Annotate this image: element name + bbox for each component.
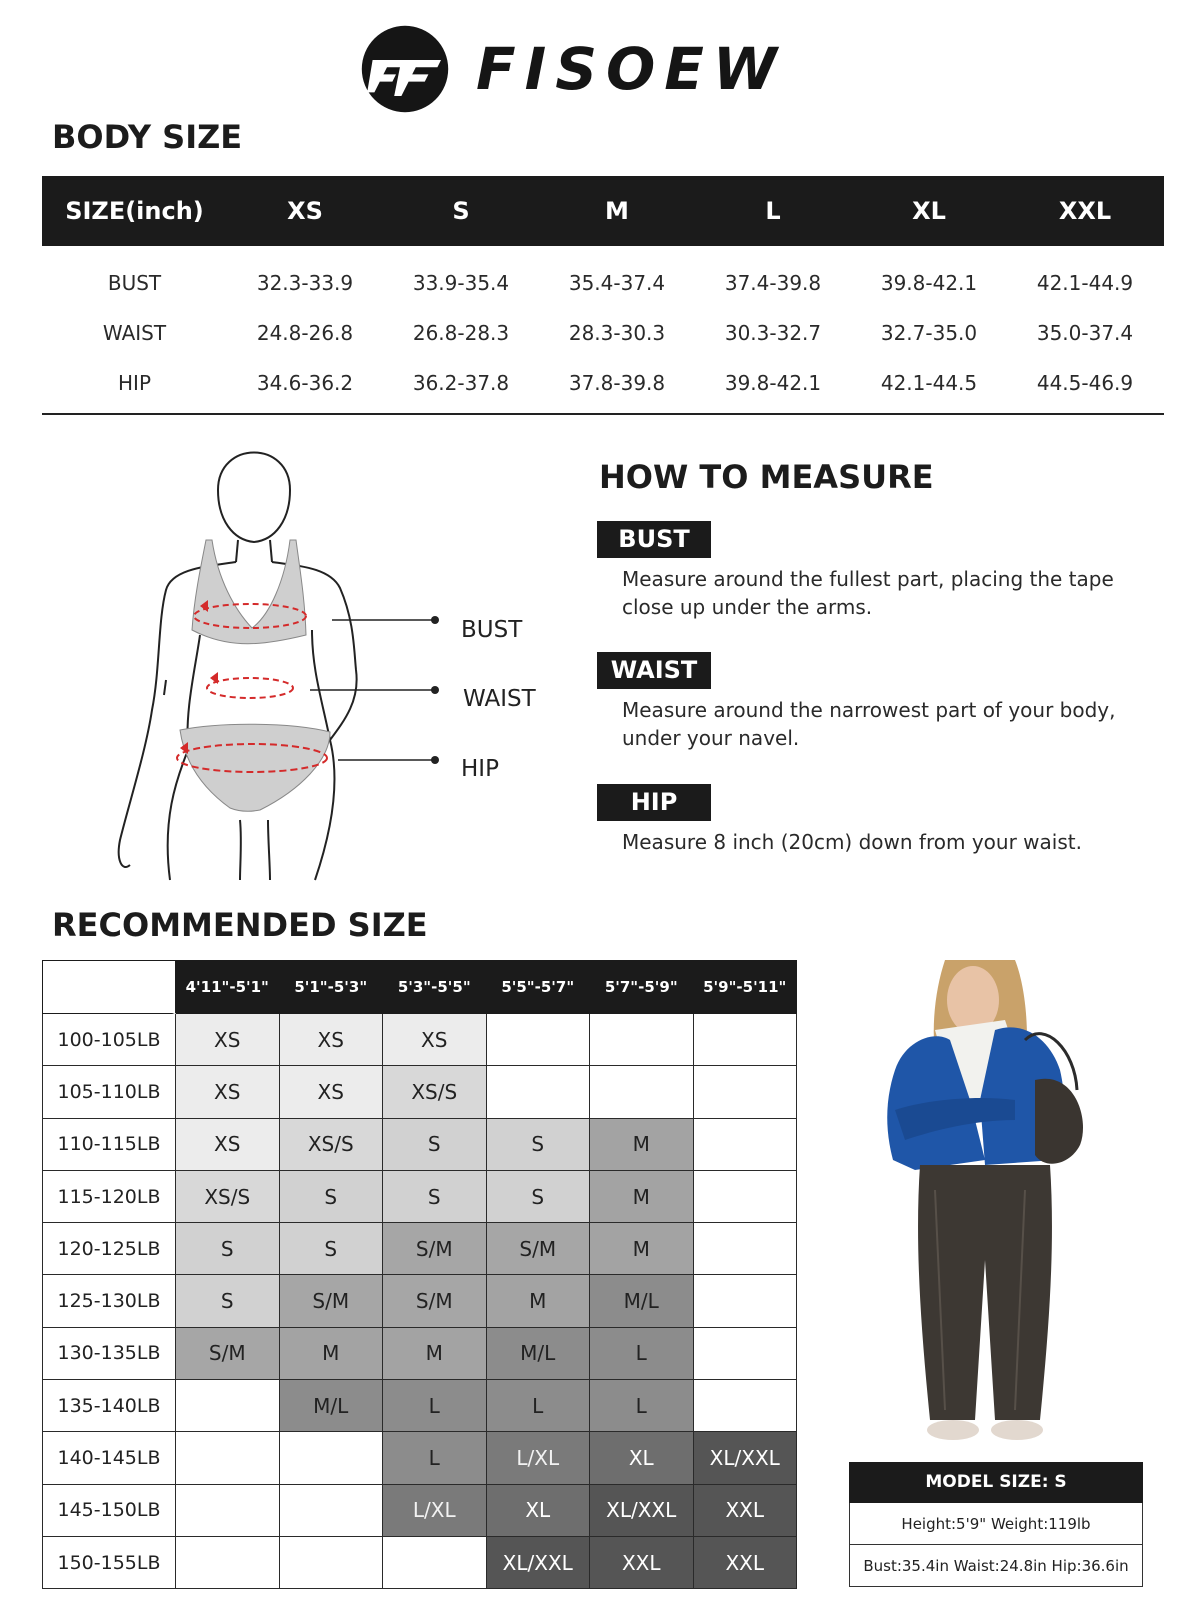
weight-label: 100-105LB <box>43 1014 176 1066</box>
table-row <box>43 1484 797 1536</box>
size-cell <box>279 1432 383 1484</box>
size-cell: XS <box>279 1014 383 1066</box>
size-cell: L <box>486 1380 590 1432</box>
table-cell: 42.1-44.9 <box>1036 271 1134 295</box>
size-cell <box>693 1327 797 1379</box>
size-cell: L <box>590 1327 694 1379</box>
table-row-bust <box>42 258 1164 308</box>
height-weight-corner <box>43 961 176 1014</box>
row-label: HIP <box>118 371 151 395</box>
table-row <box>43 1536 797 1588</box>
size-cell: M/L <box>590 1275 694 1327</box>
size-cell: S <box>279 1223 383 1275</box>
size-cell <box>693 1275 797 1327</box>
size-cell: L <box>383 1432 487 1484</box>
badge-hip: HIP <box>597 784 711 821</box>
table-row <box>43 1014 797 1066</box>
size-cell: XL <box>590 1432 694 1484</box>
weight-label: 120-125LB <box>43 1223 176 1275</box>
row-label: BUST <box>107 271 162 295</box>
brand-logo <box>360 24 786 114</box>
ff-circle-logo-icon <box>360 24 450 114</box>
table-row <box>43 1432 797 1484</box>
body-size-table <box>42 176 1164 408</box>
size-cell: L <box>590 1380 694 1432</box>
how-to-measure-title: HOW TO MEASURE <box>599 458 934 496</box>
table-row <box>43 1223 797 1275</box>
size-cell <box>693 1014 797 1066</box>
table-row <box>43 1380 797 1432</box>
size-col: L <box>765 197 781 225</box>
size-cell: S <box>279 1170 383 1222</box>
table-cell: 32.3-33.9 <box>256 271 354 295</box>
size-cell: S/M <box>383 1223 487 1275</box>
size-col: M <box>605 197 629 225</box>
recommended-size-title: RECOMMENDED SIZE <box>52 906 428 944</box>
table-cell: 34.6-36.2 <box>256 371 354 395</box>
bust-instruction <box>622 565 1162 621</box>
size-cell <box>590 1014 694 1066</box>
body-size-title: BODY SIZE <box>52 118 243 156</box>
recommended-header-row <box>43 961 797 1014</box>
size-cell <box>693 1066 797 1118</box>
size-cell: XXL <box>590 1536 694 1588</box>
badge-bust: BUST <box>597 521 711 558</box>
size-cell <box>590 1066 694 1118</box>
size-col: XXL <box>1058 197 1112 225</box>
table-row <box>43 1327 797 1379</box>
instruction-line: under your navel. <box>622 726 800 750</box>
divider <box>42 413 1164 415</box>
size-cell: L <box>383 1380 487 1432</box>
size-cell: XS/S <box>279 1118 383 1170</box>
row-label: WAIST <box>102 321 167 345</box>
instruction-line: Measure around the fullest part, placing the tape <box>622 567 1114 591</box>
size-cell <box>279 1484 383 1536</box>
size-cell: S/M <box>176 1327 280 1379</box>
size-col: XL <box>912 197 946 225</box>
table-cell: 30.3-32.7 <box>724 321 822 345</box>
size-cell: S/M <box>383 1275 487 1327</box>
size-cell <box>176 1432 280 1484</box>
size-cell: M <box>383 1327 487 1379</box>
table-row <box>43 1275 797 1327</box>
model-size-title: MODEL SIZE: S <box>849 1462 1143 1503</box>
table-cell: 39.8-42.1 <box>880 271 978 295</box>
size-cell <box>693 1223 797 1275</box>
height-col: 5'5"-5'7" <box>486 961 590 1014</box>
weight-label: 110-115LB <box>43 1118 176 1170</box>
size-cell <box>693 1380 797 1432</box>
height-col: 5'7"-5'9" <box>590 961 694 1014</box>
size-cell: XL <box>486 1484 590 1536</box>
size-cell: XXL <box>693 1484 797 1536</box>
height-col: 5'3"-5'5" <box>383 961 487 1014</box>
figure-label-hip: HIP <box>461 756 499 782</box>
size-cell <box>176 1536 280 1588</box>
table-cell: 28.3-30.3 <box>568 321 666 345</box>
table-cell: 24.8-26.8 <box>256 321 354 345</box>
weight-label: 130-135LB <box>43 1327 176 1379</box>
model-photo-icon <box>875 960 1095 1450</box>
badge-waist: WAIST <box>597 652 711 689</box>
table-row <box>43 1118 797 1170</box>
size-col: XS <box>287 197 323 225</box>
size-cell: XS/S <box>383 1066 487 1118</box>
model-height-weight: Height:5'9" Weight:119lb <box>849 1503 1143 1545</box>
model-size-box <box>849 1462 1143 1587</box>
figure-label-waist: WAIST <box>463 686 536 712</box>
size-cell: M <box>590 1118 694 1170</box>
hip-instruction <box>622 828 1162 856</box>
size-col: S <box>452 197 470 225</box>
table-cell: 35.4-37.4 <box>568 271 666 295</box>
body-size-header <box>42 176 1164 246</box>
instruction-line: Measure 8 inch (20cm) down from your waist. <box>622 830 1082 854</box>
weight-label: 150-155LB <box>43 1536 176 1588</box>
size-cell: XS <box>279 1066 383 1118</box>
size-cell: M <box>279 1327 383 1379</box>
weight-label: WEIGHT <box>55 990 123 1008</box>
size-cell: S <box>176 1275 280 1327</box>
size-cell: XS <box>176 1066 280 1118</box>
figure-label-bust: BUST <box>461 617 523 643</box>
weight-label: 125-130LB <box>43 1275 176 1327</box>
model-measurements: Bust:35.4in Waist:24.8in Hip:36.6in <box>849 1545 1143 1587</box>
size-cell: M/L <box>486 1327 590 1379</box>
table-row-hip <box>42 358 1164 408</box>
table-cell: 37.8-39.8 <box>568 371 666 395</box>
weight-label: 135-140LB <box>43 1380 176 1432</box>
size-cell: S <box>486 1118 590 1170</box>
table-row <box>43 1170 797 1222</box>
waist-instruction <box>622 696 1162 752</box>
size-cell: XL/XXL <box>590 1484 694 1536</box>
table-cell: 26.8-28.3 <box>412 321 510 345</box>
table-cell: 32.7-35.0 <box>880 321 978 345</box>
size-cell: M <box>486 1275 590 1327</box>
size-cell <box>383 1536 487 1588</box>
size-cell: XS <box>176 1118 280 1170</box>
size-cell: M <box>590 1223 694 1275</box>
weight-label: 115-120LB <box>43 1170 176 1222</box>
weight-label: 140-145LB <box>43 1432 176 1484</box>
size-cell <box>176 1484 280 1536</box>
instruction-line: close up under the arms. <box>622 595 873 619</box>
recommended-size-table <box>42 960 797 1589</box>
size-cell: M <box>590 1170 694 1222</box>
size-cell: XL/XXL <box>693 1432 797 1484</box>
table-cell: 39.8-42.1 <box>724 371 822 395</box>
size-cell <box>693 1170 797 1222</box>
weight-label: 105-110LB <box>43 1066 176 1118</box>
table-cell: 36.2-37.8 <box>412 371 510 395</box>
brand-name: FISOEW <box>476 35 786 103</box>
instruction-line: Measure around the narrowest part of your body, <box>622 698 1116 722</box>
table-row <box>43 1066 797 1118</box>
height-col: 5'1"-5'3" <box>279 961 383 1014</box>
size-cell: XXL <box>693 1536 797 1588</box>
size-cell: XL/XXL <box>486 1536 590 1588</box>
size-cell: S <box>486 1170 590 1222</box>
size-cell <box>176 1380 280 1432</box>
table-cell: 33.9-35.4 <box>412 271 510 295</box>
size-cell: S <box>383 1170 487 1222</box>
table-cell: 44.5-46.9 <box>1036 371 1134 395</box>
size-cell <box>486 1014 590 1066</box>
size-cell: M/L <box>279 1380 383 1432</box>
size-cell: XS/S <box>176 1170 280 1222</box>
table-cell: 42.1-44.5 <box>880 371 978 395</box>
height-col: 4'11"-5'1" <box>176 961 280 1014</box>
table-cell: 37.4-39.8 <box>724 271 822 295</box>
height-label: HEIGHT <box>101 966 165 984</box>
size-cell: L/XL <box>486 1432 590 1484</box>
weight-label: 145-150LB <box>43 1484 176 1536</box>
size-cell <box>693 1118 797 1170</box>
size-cell: S/M <box>486 1223 590 1275</box>
size-cell <box>279 1536 383 1588</box>
table-row-waist <box>42 308 1164 358</box>
body-figure-illustration <box>100 420 560 900</box>
size-cell <box>486 1066 590 1118</box>
table-cell: 35.0-37.4 <box>1036 321 1134 345</box>
height-col: 5'9"-5'11" <box>693 961 797 1014</box>
size-cell: XS <box>383 1014 487 1066</box>
size-cell: S <box>176 1223 280 1275</box>
size-cell: S <box>383 1118 487 1170</box>
size-cell: S/M <box>279 1275 383 1327</box>
size-cell: L/XL <box>383 1484 487 1536</box>
size-header-label: SIZE(inch) <box>65 197 204 225</box>
size-cell: XS <box>176 1014 280 1066</box>
